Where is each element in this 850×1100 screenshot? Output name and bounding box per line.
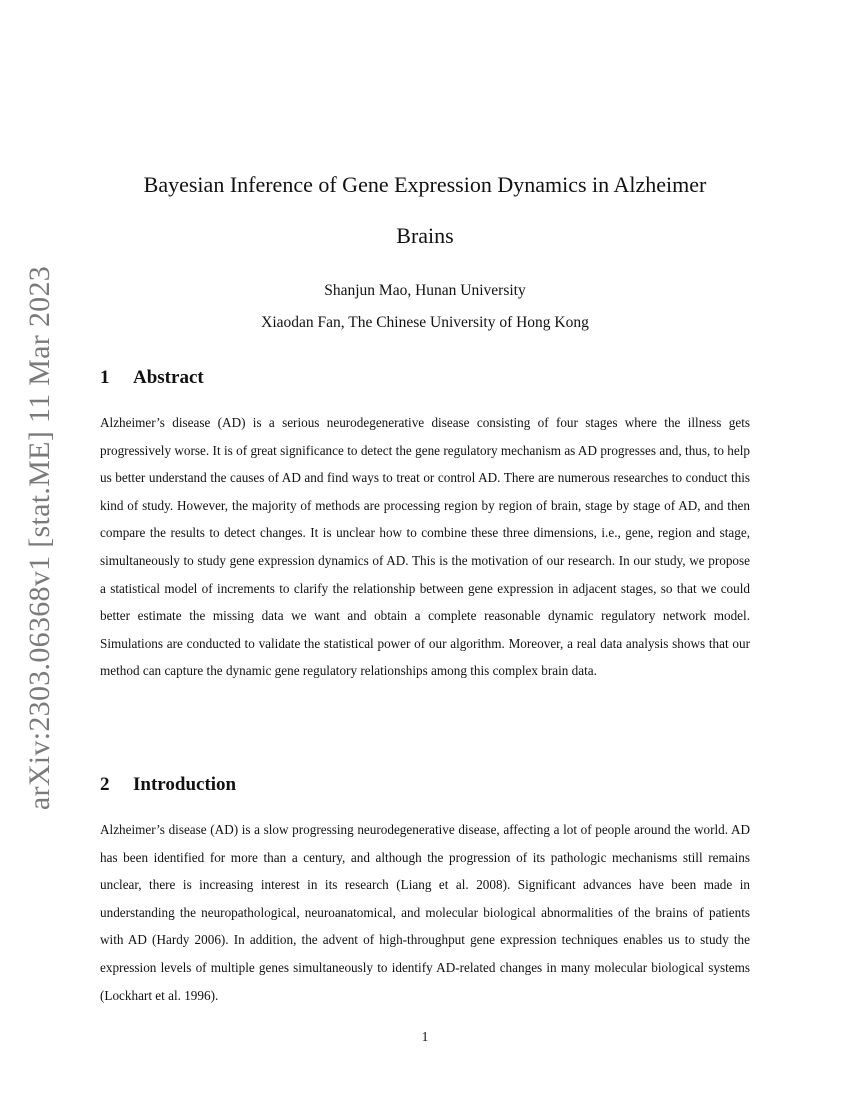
section-number: 1 <box>100 367 110 388</box>
arxiv-identifier-stamp: arXiv:2303.06368v1 [stat.ME] 11 Mar 2023 <box>23 265 56 811</box>
section-heading-introduction <box>100 774 236 796</box>
abstract-paragraph: Alzheimer’s disease (AD) is a serious neurodegenerative disease consisting of four stages where the illness gets progressively worse. It is of great significance to detect the gene regulatory mechanism as AD progresses and, thus, to help us better understand the causes of AD and find ways to treat or control AD. There are numerous researches to conduct this kind of study. However, the majority of methods are processing region by region of brain, stage by stage of AD, and then compare the results to detect changes. It is unclear how to combine these three dimensions, i.e., gene, region and stage, simultaneously to study gene expression dynamics of AD. This is the motivation of our research. In our study, we propose a statistical model of increments to clarify the relationship between gene expression in adjacent stages, so that we could better estimate the missing data we want and obtain a complete reasonable dynamic regulatory network model. Simulations are conducted to validate the statistical power of our algorithm. Moreover, a real data analysis shows that our method can capture the dynamic gene regulatory relationships among this complex brain data. <box>100 415 750 679</box>
introduction-paragraph: Alzheimer’s disease (AD) is a slow progressing neurodegenerative disease, affecting a lot of people around the world. AD has been identified for more than a century, and although the progression of its pathologic mechanisms still remains unclear, there is increasing interest in its research (Liang et al. 2008). Significant advances have been made in understanding the neuropathological, neuroanatomical, and molecular biological abnormalities of the brains of patients with AD (Hardy 2006). In addition, the advent of high-throughput gene expression techniques enables us to study the expression levels of multiple genes simultaneously to identify AD-related changes in many molecular biological systems (Lockhart et al. 1996). <box>100 822 750 1003</box>
page-number: 1 <box>421 1029 429 1044</box>
section-number: 2 <box>100 774 110 795</box>
paper-title-line-1: Bayesian Inference of Gene Expression Dynamics in Alzheimer <box>143 172 707 197</box>
section-title: Introduction <box>133 774 237 795</box>
author-2: Xiaodan Fan, The Chinese University of Hong Kong <box>261 314 589 331</box>
author-1: Shanjun Mao, Hunan University <box>324 282 526 299</box>
section-title: Abstract <box>133 367 204 388</box>
section-heading-abstract <box>100 367 204 389</box>
paper-title-line-2: Brains <box>396 223 454 248</box>
